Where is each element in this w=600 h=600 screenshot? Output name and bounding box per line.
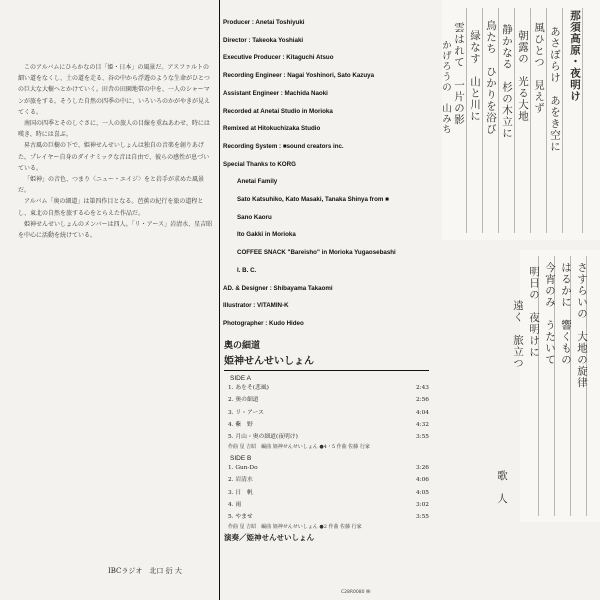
track-time: 4:05 xyxy=(415,489,429,496)
side-b-label: SIDE B xyxy=(230,455,252,463)
handwriting-line: はるかに 響くもの xyxy=(560,262,572,366)
credit-assistant-engineer: Assistant Engineer : Machida Naoki xyxy=(223,89,328,97)
credit-photographer: Photographer : Kudo Hideo xyxy=(223,319,304,327)
handwriting-line: かげろうの 山みち xyxy=(440,40,451,135)
track-row xyxy=(224,511,429,523)
track-time: 3:26 xyxy=(415,465,429,472)
liner-notes xyxy=(18,62,213,241)
handwriting-sheet-top xyxy=(442,0,600,240)
track-row xyxy=(224,474,429,486)
track-row xyxy=(224,419,429,431)
credit-thanks-item: Ito Gakki in Morioka xyxy=(237,231,296,239)
credit-thanks-item: Sato Katsuhiko, Kato Masaki, Tanaka Shinya from ■ xyxy=(237,196,389,204)
handwriting-line: 緑なす 山と川に xyxy=(469,30,481,122)
handwriting-line: 風ひとつ 見えず xyxy=(533,22,545,114)
handwriting-line: さすらいの 大地の旋律 xyxy=(576,262,588,389)
track-time: 4:04 xyxy=(415,409,429,416)
track-time: 4:32 xyxy=(415,421,429,428)
credit-recording-engineer: Recording Engineer : Nagai Yoshinori, Sato Kazuya xyxy=(223,72,375,80)
catalog-number: C28R0080 ㈱ xyxy=(341,590,371,595)
handwriting-title: 那須高原・夜明け xyxy=(569,10,581,102)
handwriting-line: 朝露の 光る大地 xyxy=(517,30,529,122)
side-b-credit: 作曲 星 吉昭 編曲 姫神せんせいしょん ●2 作曲 佐藤 行家 xyxy=(228,524,362,531)
handwriting-line: あさぼらけ あをき空に xyxy=(549,26,561,153)
track-title: 2. 奥の細道 xyxy=(228,397,259,404)
track-row xyxy=(224,431,429,443)
handwriting-line: 明日の 夜明けに xyxy=(528,266,540,358)
track-title: 1. Gun-Do xyxy=(228,465,258,472)
performer-credit: 演奏／姫神せんせいしょん xyxy=(224,533,314,543)
credit-thanks-item: Sano Kaoru xyxy=(237,213,272,221)
album-title: 奥の細道 xyxy=(224,341,261,351)
credit-special-thanks: Special Thanks to KORG xyxy=(223,160,296,168)
track-row xyxy=(224,462,429,474)
credit-designer: AD. & Designer : Shibayama Takaomi xyxy=(223,284,333,292)
track-list xyxy=(224,338,429,543)
track-title: 3. リ・アース xyxy=(228,409,264,416)
liner-paragraph: 南国の四季とそのしぐさに、一人の旅人の目線を重ねあわせ、時には嘆き、時には喜ぶ。 xyxy=(18,120,210,139)
track-row xyxy=(224,407,429,419)
side-a-label: SIDE A xyxy=(230,375,251,383)
credit-thanks-item: I. B. C. xyxy=(237,266,257,274)
credit-producer: Producer : Anetai Toshiyuki xyxy=(223,19,305,26)
credits-list xyxy=(223,14,435,333)
track-title: 3. 日 帆 xyxy=(228,489,253,496)
credit-recorded-at: Recorded at Anetai Studio in Morioka xyxy=(223,107,333,115)
title-rule xyxy=(224,370,429,371)
side-a-credit: 作曲 星 吉昭 編曲 姫神せんせいしょん ●4・5 作曲 佐藤 行家 xyxy=(228,444,370,451)
liner-paragraph: アルバム「奥の細道」は第四作目となる。芭蕉の紀行を旅の道程とし、東北の自然を旅する心をとらえた作品だ。 xyxy=(18,198,204,217)
track-row xyxy=(224,487,429,499)
track-time: 3:02 xyxy=(415,501,429,508)
handwriting-line: 静かなる 杉の木立に xyxy=(501,24,513,139)
track-title: 1. あをそ(悲風) xyxy=(228,385,269,392)
credit-executive-producer: Executive Producer : Kitaguchi Atsuo xyxy=(223,54,334,62)
handwriting-line: 鳥たち ひかりを浴び xyxy=(485,20,497,135)
artist-name: 姫神せんせいしょん xyxy=(224,356,314,367)
track-time: 3:55 xyxy=(415,514,429,521)
liner-notes-footer: IBCラジオ 北口 衍 大 xyxy=(108,567,182,575)
track-time: 2:43 xyxy=(415,385,429,392)
track-title: 5. やませ xyxy=(228,514,253,521)
liner-paragraph: このアルバムにひらかなの目「姫・日本」の風景だ。アスファルトの細い道をなくし、土の道を走る、谷の中から浮遊のような生命がひとつの巨大な大樹へとかけていく。田舎の田園地帯の中を、一人のシャーマンが旅をする。そうした自然の四季の中に、いろいろのかがやきが見えてくる。 xyxy=(18,64,211,116)
credit-thanks-item: Anetai Family xyxy=(237,178,278,186)
handwriting-line: 今宵のみ うたいて xyxy=(544,262,556,366)
track-time: 3:55 xyxy=(415,434,429,440)
track-time: 2:56 xyxy=(415,397,429,404)
track-title: 5. 月山・奥の細道(夜明け) xyxy=(228,434,298,440)
track-title: 4. 雨 xyxy=(228,501,242,508)
track-time: 4:06 xyxy=(415,477,429,484)
track-row xyxy=(224,382,429,394)
handwriting-signature: 歌 人 xyxy=(496,470,508,505)
handwriting-line: 雲はれて 一片の影 xyxy=(453,22,465,126)
credit-thanks-item: COFFEE SNACK "Bareisho" in Morioka Yugaosebashi xyxy=(237,249,396,257)
credit-remixed-at: Remixed at Hitokuchizaka Studio xyxy=(223,125,321,133)
credit-illustrator: Illustrator : VITAMIN-K xyxy=(223,302,289,310)
liner-paragraph: 昇古風の巨樹の下で、姫神せんせいしょんは独自の音楽を創りあげた。プレイヤー自身のダイナミックな音は自由で、彼らの感性が息づいている。 xyxy=(18,142,210,172)
handwriting-line: 遠く 旅立つ xyxy=(512,300,524,369)
track-title: 4. 紫 野 xyxy=(228,421,253,428)
liner-paragraph: 「姫神」の音色、つまり〈ニュー・エイジ〉をと岩手が求めた風景だ。 xyxy=(18,176,205,195)
track-title: 2. 岩清水 xyxy=(228,477,253,484)
track-row xyxy=(224,394,429,406)
track-row xyxy=(224,499,429,511)
credit-recording-system: Recording System : ■sound creators inc. xyxy=(223,142,344,150)
credit-director: Director : Takeoka Yoshiaki xyxy=(223,36,304,44)
liner-paragraph: 姫神せんせいしょんのメンバーは四人。「リ・アース」岩清水、星吉昭を中心に活動を続けている。 xyxy=(18,220,213,240)
